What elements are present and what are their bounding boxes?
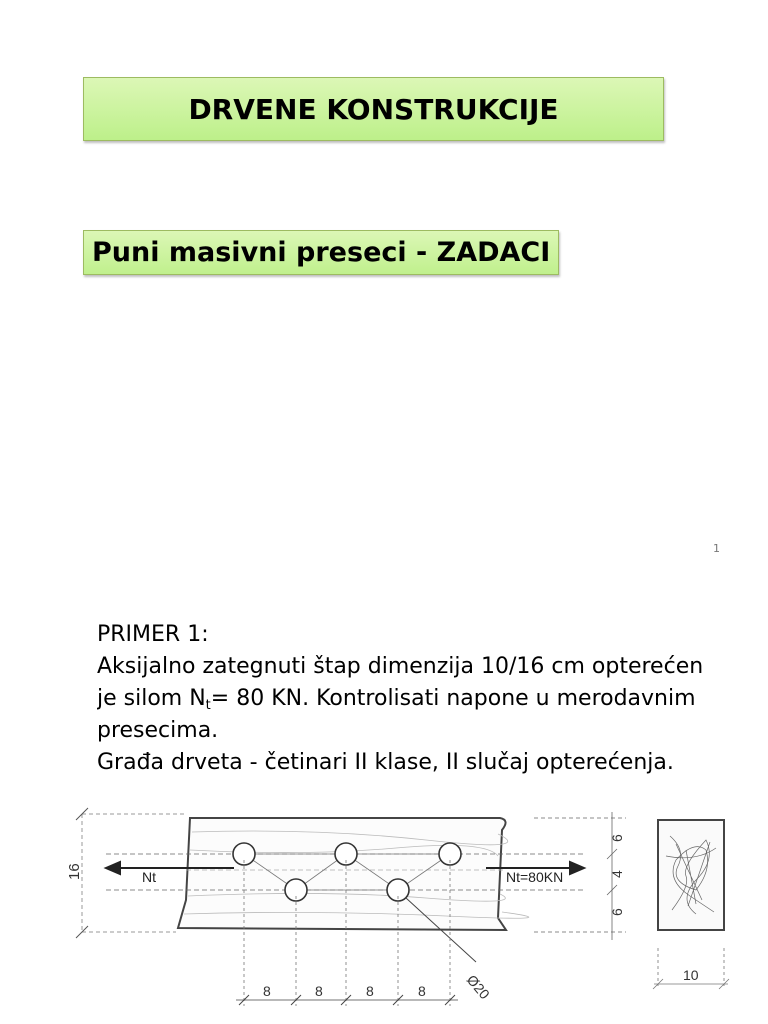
problem-line-2 xyxy=(97,683,768,715)
dim-mid: 4 xyxy=(609,870,625,878)
spacing-label: 8 xyxy=(263,983,271,999)
timber-member-drawing xyxy=(66,800,766,1024)
problem-line-4: Građa drveta - četinari II klase, II slučaj opterećenja. xyxy=(97,750,674,775)
slide-subtitle: Puni masivni preseci - ZADACI xyxy=(92,237,551,268)
section-width-label: 10 xyxy=(683,967,699,983)
cross-section xyxy=(658,820,724,930)
force-label-left: Nt xyxy=(142,869,156,885)
problem-text xyxy=(97,619,768,779)
spacing-label: 8 xyxy=(315,983,323,999)
line2-subscript: t xyxy=(205,698,211,713)
dim-top: 6 xyxy=(609,834,625,842)
bolt-diameter-label: Ø20 xyxy=(463,971,493,1003)
subtitle-box xyxy=(83,230,559,275)
spacing-label: 8 xyxy=(366,983,374,999)
dim-bot: 6 xyxy=(609,908,625,916)
problem-line-3: presecima. xyxy=(97,718,219,743)
spacing-label: 8 xyxy=(418,983,426,999)
problem-line-1: Aksijalno zategnuti štap dimenzija 10/16 cm opterećen xyxy=(97,654,704,679)
slide-title: DRVENE KONSTRUKCIJE xyxy=(188,92,559,126)
height-dimension: 16 xyxy=(66,863,83,880)
line2-before: je silom N xyxy=(97,686,206,711)
force-label-right: Nt=80KN xyxy=(506,869,564,885)
line2-after: = 80 KN. Kontrolisati napone u merodavnim xyxy=(210,686,696,711)
page-number: 1 xyxy=(713,542,720,555)
title-box xyxy=(83,77,664,141)
problem-heading: PRIMER 1: xyxy=(97,622,209,647)
